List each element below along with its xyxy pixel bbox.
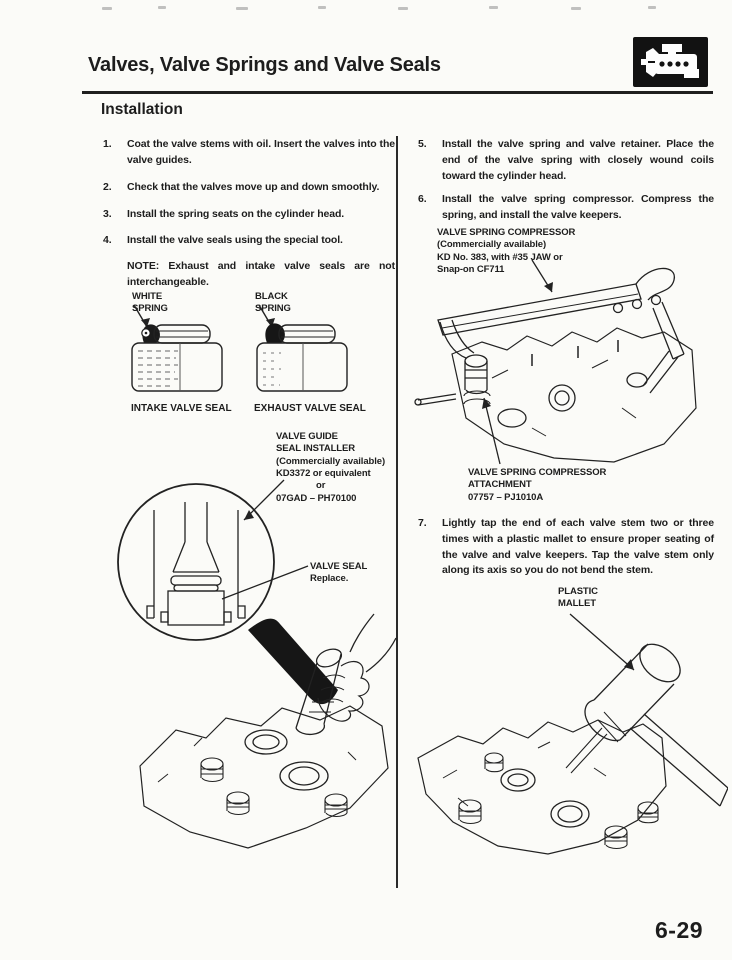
label-line: SPRING — [132, 303, 168, 315]
intake-seal-caption: INTAKE VALVE SEAL — [131, 403, 232, 414]
step-text: Install the valve seals using the special tool. — [127, 234, 343, 246]
step-number: 3. — [103, 208, 112, 220]
label-line: (Commercially available) — [437, 239, 547, 251]
exhaust-valve-seal-figure — [243, 303, 361, 399]
compressor-attachment-label — [468, 467, 606, 504]
page-title: Valves, Valve Springs and Valve Seals — [88, 54, 441, 76]
step-text: Coat the valve stems with oil. Insert the valves into the valve guides. — [127, 138, 395, 166]
plastic-mallet-figure — [398, 608, 728, 886]
section-heading: Installation — [101, 101, 183, 118]
step-5 — [418, 137, 714, 184]
label-line: 07757 – PJ1010A — [468, 491, 544, 503]
intake-valve-seal-figure — [118, 303, 236, 399]
label-line: VALVE SPRING COMPRESSOR — [468, 467, 607, 478]
step-number: 4. — [103, 234, 112, 246]
label-line: PLASTIC — [558, 586, 598, 597]
scan-artifact — [398, 7, 408, 10]
scan-artifact — [571, 7, 581, 10]
step-2 — [103, 180, 395, 196]
label-line: BLACK — [255, 291, 288, 302]
scan-artifact — [648, 6, 656, 9]
engine-icon — [633, 37, 708, 87]
step-text: Check that the valves move up and down smoothly. — [127, 181, 380, 193]
seal-installer-detail-figure — [98, 466, 398, 872]
step-text: Install the valve spring compressor. Compress the spring, and install the valve keepers. — [442, 193, 714, 221]
label-line: or — [316, 480, 326, 492]
step-7 — [418, 516, 714, 579]
plastic-mallet-label — [558, 586, 598, 611]
valve-spring-compressor-figure — [412, 258, 716, 468]
step-number: 7. — [418, 517, 427, 529]
step-number: 5. — [418, 138, 427, 150]
step-number: 6. — [418, 193, 427, 205]
label-line: Snap-on CF711 — [437, 264, 505, 276]
header-rule — [82, 91, 713, 94]
label-line: VALVE SPRING COMPRESSOR — [437, 227, 576, 238]
label-line: WHITE — [132, 291, 163, 302]
step-text: Install the spring seats on the cylinder head. — [127, 208, 345, 220]
scan-artifact — [489, 6, 498, 9]
label-line: ATTACHMENT — [468, 479, 532, 491]
label-line: SEAL INSTALLER — [276, 443, 356, 455]
label-line: VALVE GUIDE — [276, 431, 338, 442]
label-line: KD No. 383, with #35 JAW or — [437, 251, 563, 263]
note-text: NOTE: Exhaust and intake valve seals are not interchangeable. — [127, 260, 395, 288]
label-line: (Commercially available) — [276, 455, 386, 467]
label-line: SPRING — [255, 303, 291, 315]
label-line: MALLET — [558, 598, 596, 610]
step-4 — [103, 233, 395, 249]
label-line: 07GAD – PH70100 — [276, 492, 357, 504]
scan-artifact — [158, 6, 166, 9]
label-line: VALVE SEAL — [310, 561, 368, 572]
exhaust-seal-caption: EXHAUST VALVE SEAL — [254, 403, 366, 414]
step-6 — [418, 192, 714, 224]
step-1 — [103, 137, 395, 169]
step-number: 1. — [103, 138, 112, 150]
step-text: Install the valve spring and valve retainer. Place the end of the valve spring with closely wound coils toward the cylinder head. — [442, 138, 714, 182]
label-line: KD3372 or equivalent — [276, 468, 371, 480]
page-number: 6-29 — [655, 917, 704, 943]
step-number: 2. — [103, 181, 112, 193]
scan-artifact — [102, 7, 112, 10]
scan-artifact — [318, 6, 326, 9]
scan-artifact — [236, 7, 248, 10]
label-line: Replace. — [310, 573, 349, 585]
step-text: Lightly tap the end of each valve stem two or three times with a plastic mallet to ensure proper seating of the valve and valve keepers. Tap the valve stem only along its axis so you do not bend the stem. — [442, 517, 714, 577]
step-3 — [103, 207, 395, 223]
